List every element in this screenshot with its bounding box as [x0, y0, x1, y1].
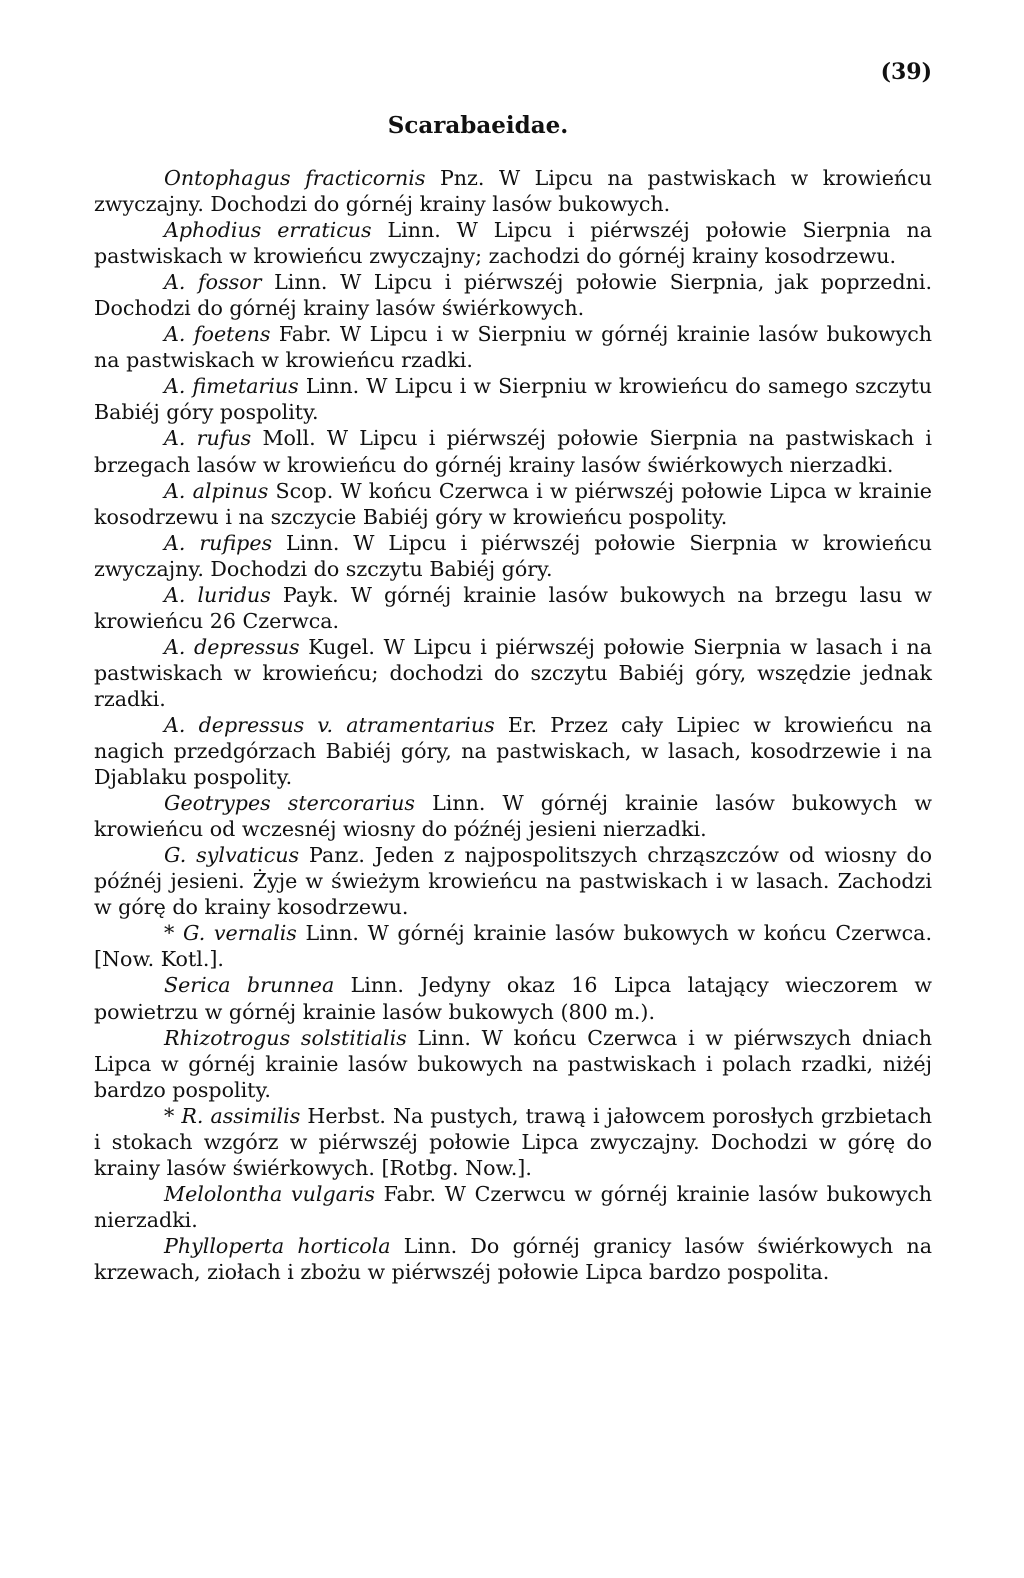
- entry-text: Er. Przez cały Lipiec w krowieńcu na nagich przedgórzach Babiéj góry, na pastwiskach, w lasach, kosodrzewie i na Djablaku pospolity.: [94, 712, 932, 790]
- page-number: (39): [880, 59, 932, 85]
- entry-text: Fabr. W Lipcu i w Sierpniu w górnéj krainie lasów bukowych na pastwiskach w krowieńcu rzadki.: [94, 322, 932, 373]
- species-name: Aphodius erraticus: [164, 218, 372, 243]
- entry-text: Herbst. Na pustych, trawą i jałowcem porosłych grzbietach i stokach wzgórz w piérwszéj połowie Lipca zwyczajny. Dochodzi w górę do krainy lasów świérkowych. [Rotbg. Now.].: [94, 1103, 932, 1180]
- entry-text: Linn. Jedyny okaz 16 Lipca latający wieczorem w powietrzu w górnéj krainie lasów bukowych (800 m.).: [94, 973, 932, 1024]
- page: [94, 55, 932, 1285]
- entry-text: Fabr. W Czerwcu w górnéj krainie lasów bukowych nierzadki.: [94, 1181, 932, 1232]
- entry-text: Panz. Jeden z najpospolitszych chrząszczów od wiosny do późnéj jesieni. Żyje w świeżym krowieńcu na pastwiskach i w lasach. Zachodzi w górę do krainy kosodrzewu.: [94, 843, 932, 920]
- species-name: A. foetens: [164, 322, 271, 347]
- species-entry: [94, 712, 932, 790]
- species-name: R. assimilis: [181, 1103, 301, 1128]
- entry-prefix: *: [164, 1103, 182, 1128]
- species-entry: [94, 1103, 932, 1181]
- entry-text: Payk. W górnéj krainie lasów bukowych na brzegu lasu w krowieńcu 26 Czerwca.: [94, 582, 932, 633]
- species-name: A. fossor: [164, 270, 262, 295]
- entry-text: Linn. W Lipcu i piérwszéj połowie Sierpnia na pastwiskach w krowieńcu zwyczajny; zachodzi do górnéj krainy kosodrzewu.: [94, 218, 932, 269]
- entry-text: Scop. W końcu Czerwca i w piérwszéj połowie Lipca w krainie kosodrzewu i na szczycie Babiéj góry w krowieńcu pospolity.: [94, 478, 932, 529]
- species-name: Geotrypes stercorarius: [164, 791, 415, 816]
- entry-text: Linn. W końcu Czerwca i w piérwszych dniach Lipca w górnéj krainie lasów bukowych na pastwiskach i polach rzadki, niżéj bardzo pospolity.: [94, 1025, 932, 1102]
- entry-text: Linn. W górnéj krainie lasów bukowych w końcu Czerwca. [Now. Kotl.].: [94, 921, 932, 972]
- species-name: A. depressus: [164, 634, 300, 659]
- species-name: A. alpinus: [164, 478, 269, 503]
- species-entry: [94, 1025, 932, 1103]
- entry-text: Linn. W górnéj krainie lasów bukowych w krowieńcu od wczesnéj wiosny do późnéj jesieni nierzadki.: [94, 791, 932, 842]
- entry-text: Pnz. W Lipcu na pastwiskach w krowieńcu zwyczajny. Dochodzi do górnéj krainy lasów bukowych.: [94, 166, 932, 217]
- species-name: Ontophagus fracticornis: [164, 166, 426, 190]
- species-entry: [94, 217, 932, 269]
- entry-text: Linn. W Lipcu i piérwszéj połowie Sierpnia w krowieńcu zwyczajny. Dochodzi do szczytu Babiéj góry.: [94, 530, 932, 581]
- species-name: A. rufus: [164, 426, 252, 451]
- entry-text: Linn. W Lipcu i piérwszéj połowie Sierpnia, jak poprzedni. Dochodzi do górnéj krainy lasów świérkowych.: [94, 270, 932, 321]
- species-entry: [94, 373, 932, 425]
- species-entry: [94, 790, 932, 842]
- species-name: Rhizotrogus solstitialis: [164, 1025, 407, 1050]
- species-name: Melolontha vulgaris: [164, 1181, 375, 1206]
- species-entry: [94, 634, 932, 712]
- section-title: Scarabaeidae.: [387, 112, 569, 139]
- species-name: A. depressus v. atramentarius: [164, 712, 495, 737]
- species-entry: [94, 1233, 932, 1285]
- species-entry: [94, 321, 932, 373]
- species-entry: [94, 920, 932, 972]
- species-name: A. fimetarius: [164, 374, 299, 399]
- species-name: G. vernalis: [182, 921, 297, 946]
- species-entry: [94, 1181, 932, 1233]
- species-name: A. rufipes: [164, 530, 273, 555]
- species-name: Phylloperta horticola: [164, 1233, 391, 1258]
- species-name: A. luridus: [164, 582, 271, 607]
- species-name: Serica brunnea: [164, 973, 335, 998]
- entry-text: Moll. W Lipcu i piérwszéj połowie Sierpnia na pastwiskach i brzegach lasów w krowieńcu do górnéj krainy lasów świérkowych nierzadki.: [94, 426, 932, 477]
- species-list: [94, 165, 932, 1285]
- species-entry: [94, 478, 932, 530]
- species-name: G. sylvaticus: [164, 843, 300, 868]
- entry-text: Linn. W Lipcu i w Sierpniu w krowieńcu do samego szczytu Babiéj góry pospolity.: [94, 374, 933, 425]
- species-entry: [94, 582, 932, 634]
- species-entry: [94, 165, 932, 217]
- species-entry: [94, 972, 932, 1024]
- species-entry: [94, 842, 932, 920]
- entry-text: Kugel. W Lipcu i piérwszéj połowie Sierpnia w lasach i na pastwiskach w krowieńcu; dochodzi do szczytu Babiéj góry, wszędzie jednak rzadki.: [94, 634, 932, 711]
- entry-prefix: *: [164, 921, 183, 946]
- species-entry: [94, 269, 932, 321]
- species-entry: [94, 530, 932, 582]
- entry-text: Linn. Do górnéj granicy lasów świérkowych na krzewach, ziołach i zbożu w piérwszéj połowie Lipca bardzo pospolita.: [94, 1233, 932, 1284]
- species-entry: [94, 425, 932, 477]
